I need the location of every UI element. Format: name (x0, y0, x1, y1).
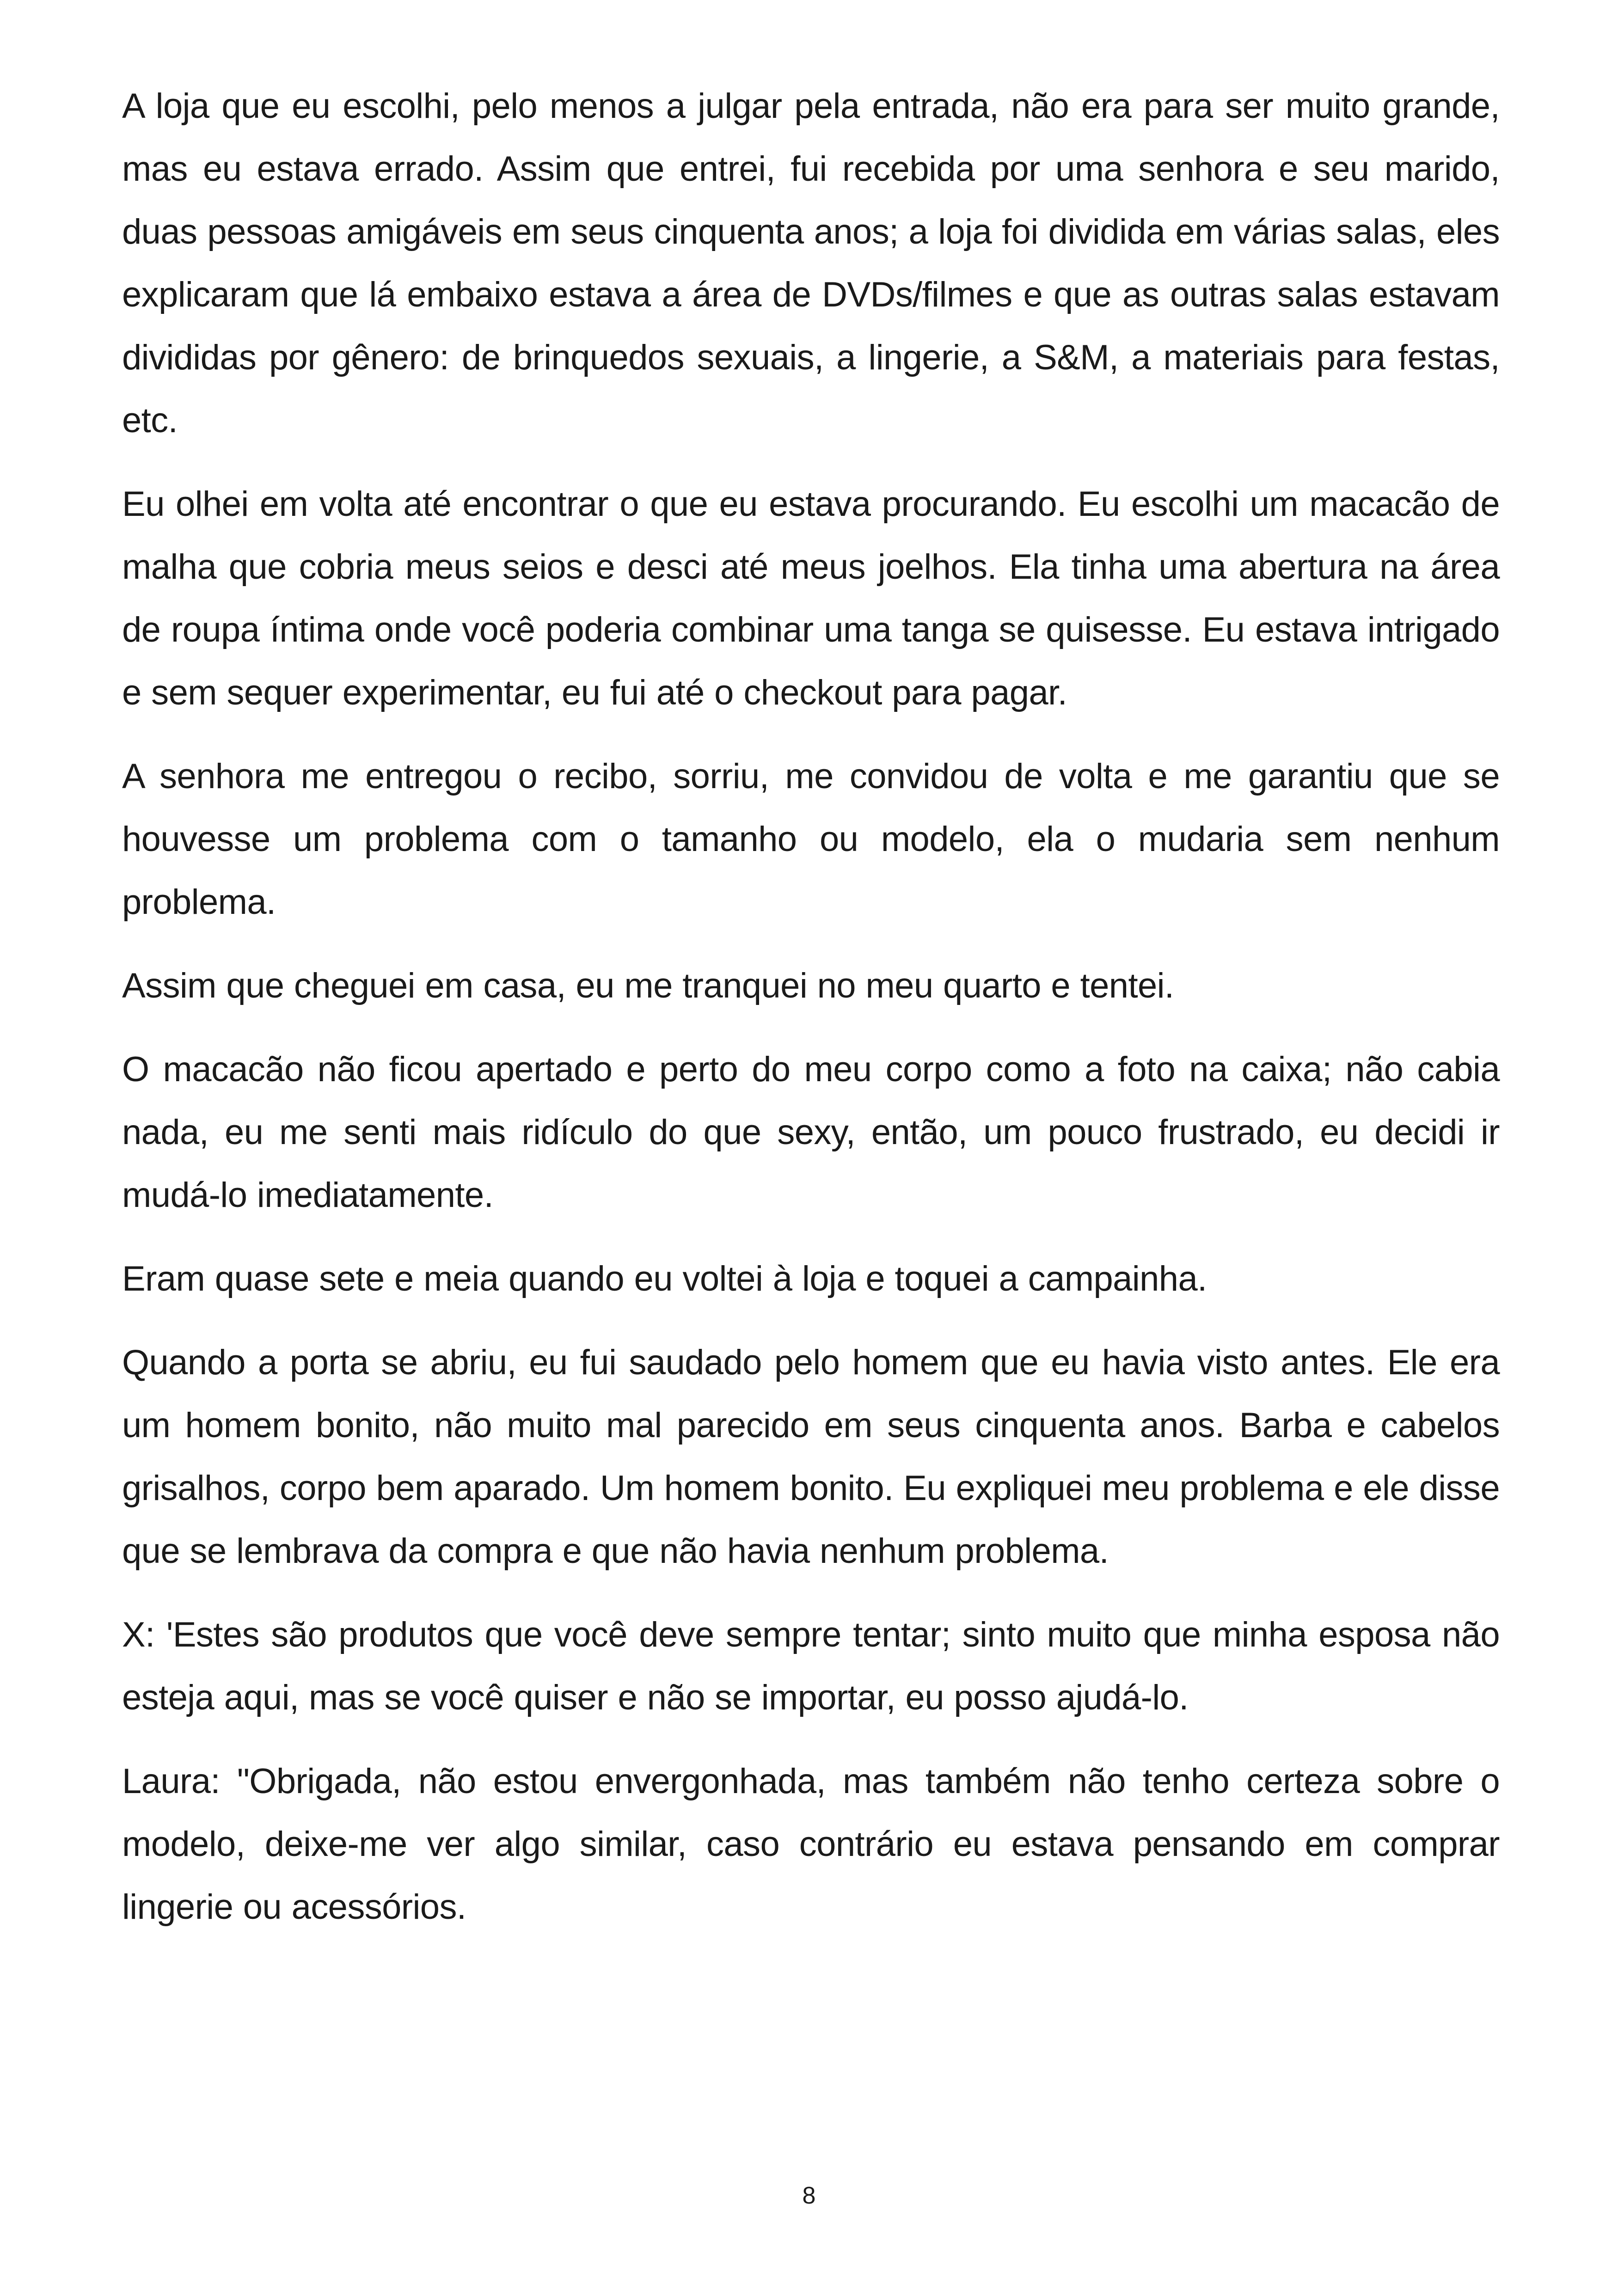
paragraph: A senhora me entregou o recibo, sorriu, me convidou de volta e me garantiu que se houvesse um problema com o tamanho ou modelo, ela o mudaria sem nenhum problema. (122, 757, 1500, 922)
paragraph: Assim que cheguei em casa, eu me tranquei no meu quarto e tentei. (122, 966, 1174, 1005)
body-text (122, 75, 1500, 1959)
paragraph: Laura: "Obrigada, não estou envergonhada, mas também não tenho certeza sobre o modelo, deixe-me ver algo similar, caso contrário eu estava pensando em comprar lingerie ou acessórios. (122, 1762, 1500, 1927)
paragraph: Eu olhei em volta até encontrar o que eu estava procurando. Eu escolhi um macacão de malha que cobria meus seios e desci até meus joelhos. Ela tinha uma abertura na área de roupa íntima onde você poderia combinar uma tanga se quisesse. Eu estava intrigado e sem sequer experimentar, eu fui até o checkout para pagar. (122, 484, 1500, 712)
paragraph: X: 'Estes são produtos que você deve sempre tentar; sinto muito que minha esposa não esteja aqui, mas se você quiser e não se importar, eu posso ajudá-lo. (122, 1615, 1500, 1717)
paragraph: Quando a porta se abriu, eu fui saudado pelo homem que eu havia visto antes. Ele era um homem bonito, não muito mal parecido em seus cinquenta anos. Barba e cabelos grisalhos, corpo bem aparado. Um homem bonito. Eu expliquei meu problema e ele disse que se lembrava da compra e que não havia nenhum problema. (122, 1343, 1500, 1571)
paragraph: A loja que eu escolhi, pelo menos a julgar pela entrada, não era para ser muito grande, mas eu estava errado. Assim que entrei, fui recebida por uma senhora e seu marido, duas pessoas amigáveis em seus cinquenta anos; a loja foi dividida em várias salas, eles explicaram que lá embaixo estava a área de DVDs/filmes e que as outras salas estavam divididas por gênero: de brinquedos sexuais, a lingerie, a S&M, a materiais para festas, etc. (122, 86, 1500, 440)
page-number: 8 (802, 2182, 816, 2209)
paragraph: O macacão não ficou apertado e perto do meu corpo como a foto na caixa; não cabia nada, eu me senti mais ridículo do que sexy, então, um pouco frustrado, eu decidi ir mudá-lo imediatamente. (122, 1050, 1500, 1215)
paragraph: Eram quase sete e meia quando eu voltei à loja e toquei a campainha. (122, 1259, 1207, 1298)
